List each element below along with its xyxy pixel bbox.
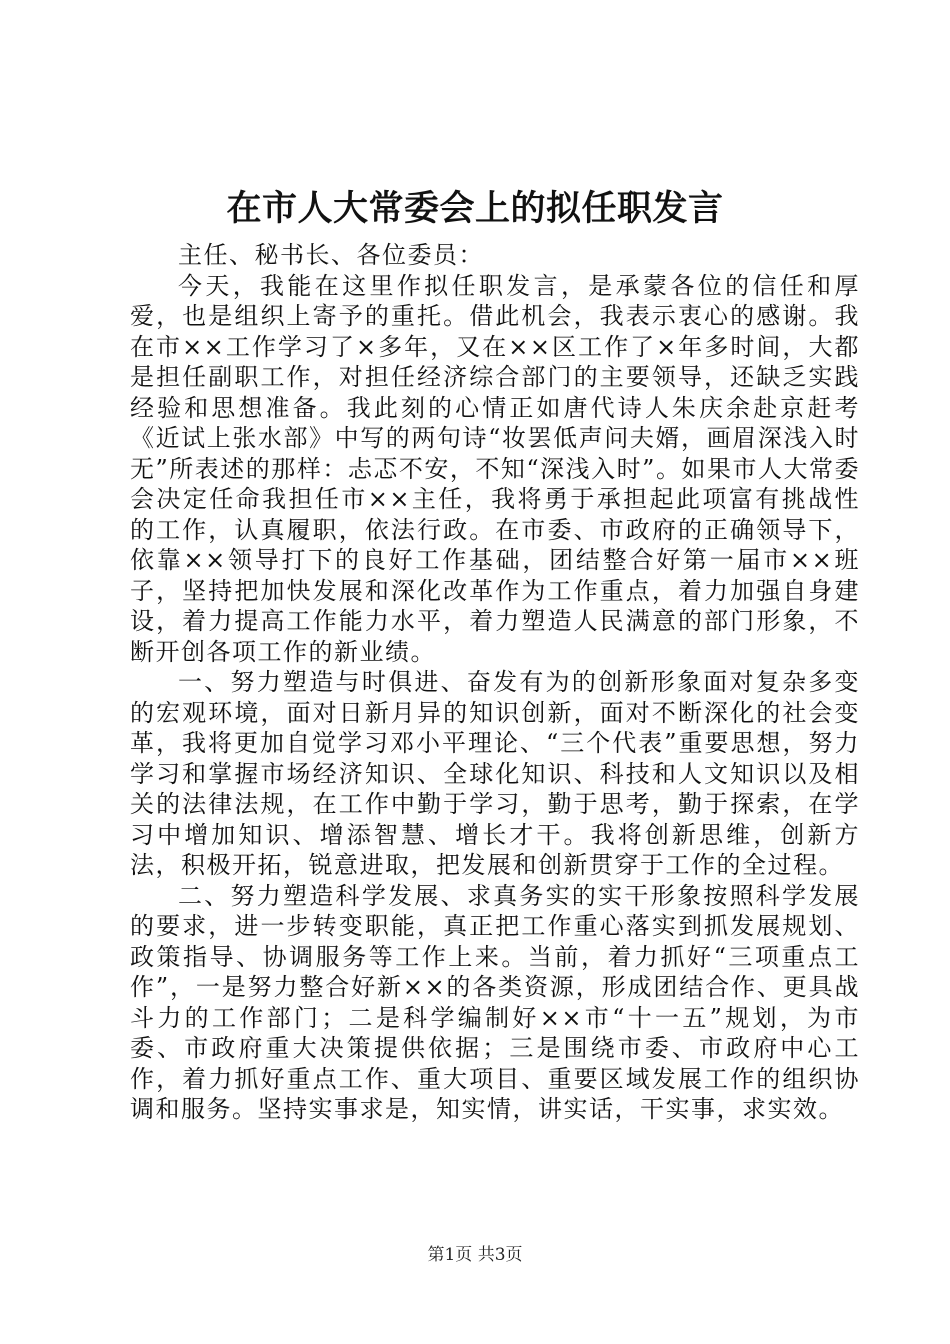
document-body — [130, 240, 860, 1125]
section-one-paragraph: 一、努力塑造与时俱进、奋发有为的创新形象面对复杂多变的宏观环境，面对日新月异的知识创新，面对不断深化的社会变革，我将更加自觉学习邓小平理论、“三个代表”重要思想，努力学习和掌握市场经济知识、全球化知识、科技和人文知识以及相关的法律法规，在工作中勤于学习，勤于思考，勤于探索，在学习中增加知识、增添智慧、增长才干。我将创新思维，创新方法，积极开拓，锐意进取，把发展和创新贯穿于工作的全过程。 — [130, 668, 860, 879]
section-two-paragraph: 二、努力塑造科学发展、求真务实的实干形象按照科学发展的要求，进一步转变职能，真正把工作重心落实到抓发展规划、政策指导、协调服务等工作上来。当前，着力抓好“三项重点工作”，一是努力整合好新××的各类资源，形成团结合作、更具战斗力的工作部门；二是科学编制好××市“十一五”规划，为市委、市政府重大决策提供依据；三是围绕市委、市政府中心工作，着力抓好重点工作、重大项目、重要区域发展工作的组织协调和服务。坚持实事求是，知实情，讲实话，干实事，求实效。 — [130, 881, 860, 1123]
intro-paragraph: 今天，我能在这里作拟任职发言，是承蒙各位的信任和厚爱，也是组织上寄予的重托。借此机会，我表示衷心的感谢。我在市××工作学习了×多年，又在××区工作了×年多时间，大都是担任副职工作，对担任经济综合部门的主要领导，还缺乏实践经验和思想准备。我此刻的心情正如唐代诗人朱庆余赴京赶考《近试上张水部》中写的两句诗“妆罢低声问夫婿，画眉深浅入时无”所表述的那样：忐忑不安，不知“深浅入时”。如果市人大常委会决定任命我担任市××主任，我将勇于承担起此项富有挑战性的工作，认真履职，依法行政。在市委、市政府的正确领导下，依靠××领导打下的良好工作基础，团结整合好第一届市××班子，坚持把加快发展和深化改革作为工作重点，着力加强自身建设，着力提高工作能力水平，着力塑造人民满意的部门形象，不断开创各项工作的新业绩。 — [130, 271, 860, 666]
salutation-paragraph: 主任、秘书长、各位委员： — [178, 241, 484, 269]
page-number-footer: 第1页 共3页 — [427, 1245, 523, 1265]
document-title: 在市人大常委会上的拟任职发言 — [226, 188, 724, 229]
